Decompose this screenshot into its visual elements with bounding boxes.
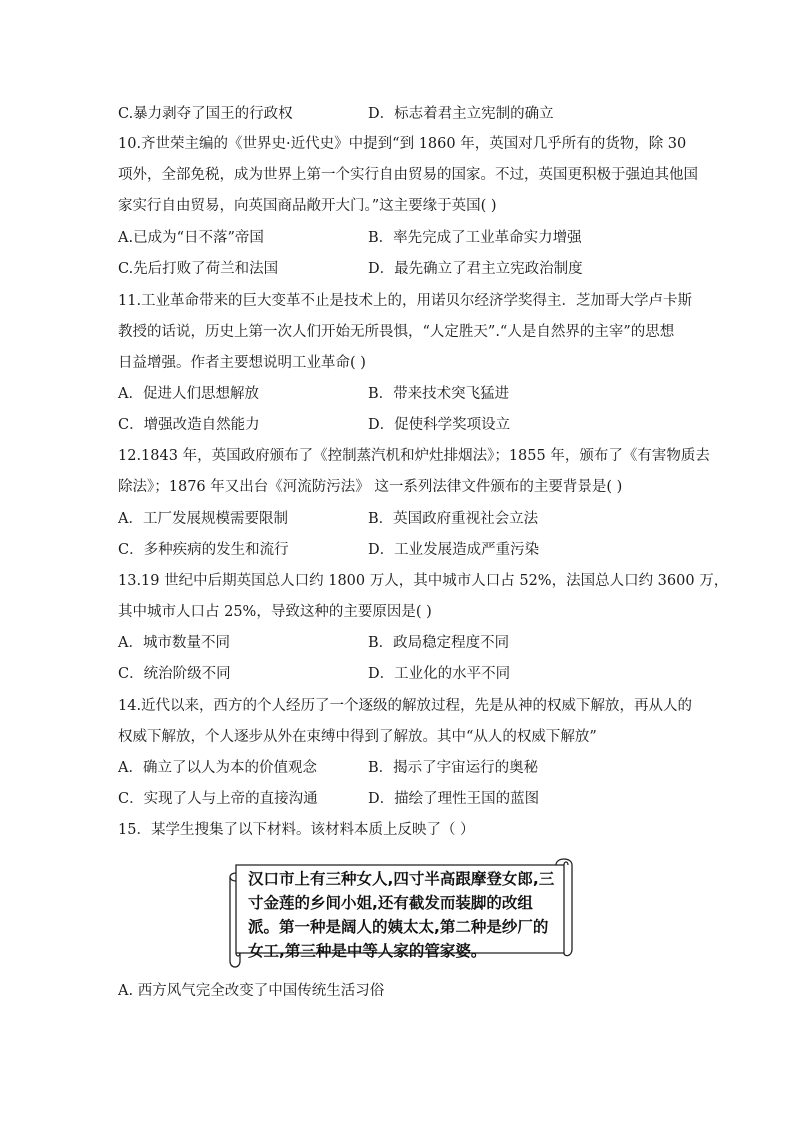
q11-option-a: A．促进人们思想解放: [118, 386, 259, 402]
q10-option-c: C.先后打败了荷兰和法国: [118, 261, 279, 277]
q12-option-d: D．工业发展造成严重污染: [368, 542, 540, 558]
q14-option-b: B．揭示了宇宙运行的奥秘: [368, 760, 539, 776]
q9-option-d: D．标志着君主立宪制的确立: [368, 106, 554, 122]
q15-option-a: A. 西方风气完全改变了中国传统生活习俗: [118, 983, 385, 999]
q14-stem-line1: 14.近代以来，西方的个人经历了一个逐级的解放过程，先是从神的权威下解放，再从人的: [118, 698, 693, 714]
q10-option-b: B．率先完成了工业革命实力增强: [368, 230, 582, 246]
q9-option-c: C.暴力剥夺了国王的行政权: [118, 106, 293, 122]
q13-option-a: A．城市数量不同: [118, 635, 230, 651]
q13-stem-line1: 13.19 世纪中后期英国总人口约 1800 万人，其中城市人口占 52%，法国总人口约 3600 万，: [118, 573, 729, 589]
q14-option-d: D．描绘了理性王国的蓝图: [368, 791, 540, 807]
q10-option-d: D．最先确立了君主立宪政治制度: [368, 261, 583, 277]
q14-stem-line2: 权威下解放，个人逐步从外在束缚中得到了解放。其中“从人的权威下解放”: [118, 729, 597, 745]
q13-stem-line2: 其中城市人口占 25%，导致这种的主要原因是( ): [118, 604, 432, 620]
q12-stem-line2: 除法》；1876 年又出台《河流防污法》 这一系列法律文件颁布的主要背景是( ): [118, 479, 623, 495]
q14-option-a: A．确立了以人为本的价值观念: [118, 760, 317, 776]
q15-stem-line1: 15．某学生搜集了以下材料。该材料本质上反映了（ ）: [118, 822, 475, 838]
q10-option-a: A.已成为“日不落”帝国: [118, 230, 264, 246]
q10-stem-line1: 10.齐世荣主编的《世界史·近代史》中提到“到 1860 年，英国对几乎所有的货物，除 30: [118, 136, 687, 152]
q13-option-d: D．工业化的水平不同: [368, 666, 511, 682]
q14-option-c: C．实现了人与上帝的直接沟通: [118, 791, 318, 807]
q12-option-a: A．工厂发展规模需要限制: [118, 511, 288, 527]
source-material-scroll: [226, 853, 574, 969]
q10-stem-line2: 项外，全部免税，成为世界上第一个实行自由贸易的国家。不过，英国更积极于强迫其他国: [118, 167, 698, 183]
q11-option-d: D．促使科学奖项设立: [368, 417, 511, 433]
scroll-quote-text: 汉口市上有三种女人,四寸半高跟摩登女郎,三寸金莲的乡间小姐,还有截发而装脚的改组派。第一种是阔人的姨太太,第二种是纱厂的女工,第三种是中等人家的管家婆。: [248, 870, 555, 960]
q12-stem-line1: 12.1843 年，英国政府颁布了《控制蒸汽机和炉灶排烟法》；1855 年，颁布了《有害物质去: [118, 448, 710, 464]
q11-stem-line3: 日益增强。作者主要想说明工业革命( ): [118, 355, 366, 371]
q12-option-c: C．多种疾病的发生和流行: [118, 542, 289, 558]
q12-option-b: B．英国政府重视社会立法: [368, 511, 539, 527]
q11-stem-line1: 11.工业革命带来的巨大变革不止是技术上的，用诺贝尔经济学奖得主．芝加哥大学卢卡斯: [118, 293, 693, 309]
q11-stem-line2: 教授的话说，历史上第一次人们开始无所畏惧，“人定胜天”.“人是自然界的主宰”的思想: [118, 324, 675, 340]
q11-option-b: B．带来技术突飞猛进: [368, 386, 510, 402]
q13-option-c: C．统治阶级不同: [118, 666, 231, 682]
q11-option-c: C．增强改造自然能力: [118, 417, 260, 433]
q10-stem-line3: 家实行自由贸易，向英国商品敞开大门。”这主要缘于英国( ): [118, 198, 497, 214]
q13-option-b: B．政局稳定程度不同: [368, 635, 510, 651]
